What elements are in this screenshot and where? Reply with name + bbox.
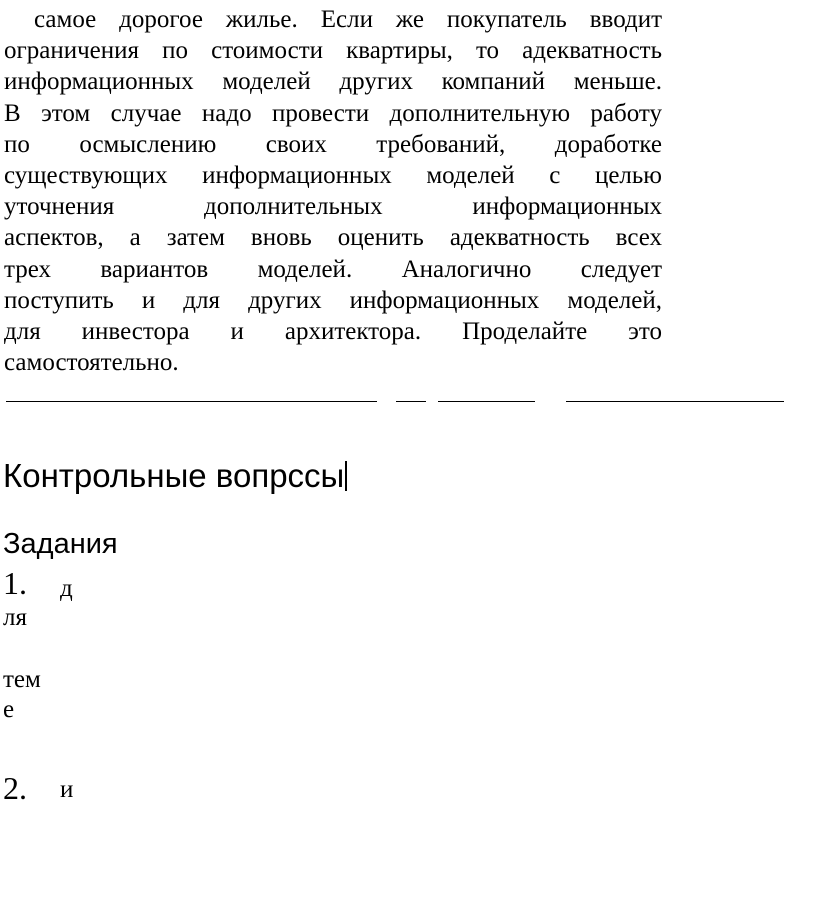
horizontal-rule — [396, 401, 426, 402]
paragraph-line: по осмыслению своих требований, доработке — [4, 130, 662, 158]
paragraph-line: В этом случае надо провести дополнительную работу — [4, 99, 662, 127]
paragraph-line: самое дорогое жилье. Если же покупатель вводит — [34, 6, 662, 33]
section-heading — [3, 456, 347, 496]
task-number: 1. — [3, 565, 27, 601]
paragraph-line: ограничения по стоимости квартиры, то адекватность — [4, 37, 662, 65]
section-heading-text: Контрольные вопрссы — [3, 457, 345, 494]
paragraph-line: для инвестора и архитектора. Проделайте это — [4, 318, 662, 346]
paragraph-line: уточнения дополнительных информационных — [4, 193, 662, 221]
body-paragraph — [4, 4, 662, 378]
paragraph-line: существующих информационных моделей с целью — [4, 162, 662, 190]
horizontal-rule — [438, 401, 535, 402]
paragraph-line: информационных моделей других компаний меньше. — [4, 68, 662, 96]
task-text-fragment: д — [60, 575, 73, 602]
task-text-fragment: ля — [3, 604, 27, 631]
paragraph-line: самостоятельно. — [4, 349, 179, 377]
horizontal-rule — [566, 401, 784, 402]
text-cursor — [345, 461, 347, 491]
paragraph-line: трех вариантов моделей. Аналогично следует — [4, 255, 662, 283]
paragraph-line: поступить и для других информационных моделей, — [4, 286, 662, 314]
horizontal-rule — [6, 401, 377, 402]
task-text-fragment: и — [60, 776, 74, 803]
paragraph-line: аспектов, а затем вновь оценить адекватность всех — [4, 224, 662, 252]
task-number: 2. — [3, 770, 27, 806]
tasks-heading: Задания — [3, 528, 118, 560]
task-text-fragment: тем — [3, 666, 41, 693]
task-text-fragment: е — [3, 696, 15, 723]
